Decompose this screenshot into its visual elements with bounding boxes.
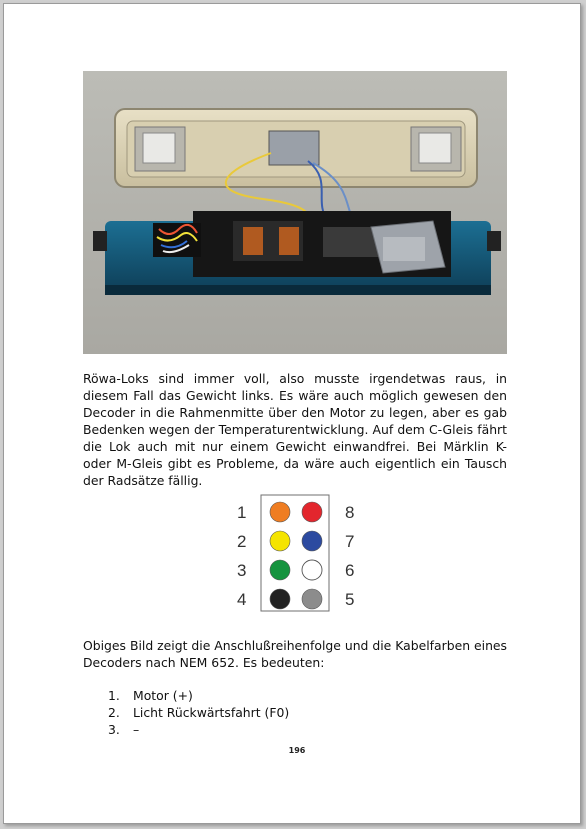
pin-dot-5-grey — [302, 589, 322, 609]
list-text: – — [133, 722, 140, 737]
pin-dot-4-black — [270, 589, 290, 609]
pin-dot-6-white — [302, 560, 322, 580]
paragraph-explanation: Obiges Bild zeigt die Anschlußreihenfolge und die Kabelfarben eines Decoders nach NEM 652. Es bedeuten: — [83, 638, 507, 670]
pin-label-right-5: 5 — [345, 590, 355, 609]
nem652-pinout-diagram — [229, 491, 364, 615]
list-text: Motor (+) — [133, 688, 193, 703]
list-number: 3. — [108, 722, 120, 737]
pin-dot-2-yellow — [270, 531, 290, 551]
pin-dot-3-green — [270, 560, 290, 580]
page-number: 196 — [288, 746, 306, 755]
pin-meaning-list — [108, 687, 289, 738]
pin-label-right-7: 7 — [345, 532, 355, 551]
pin-label-right-6: 6 — [345, 561, 355, 580]
list-item — [108, 687, 289, 704]
locomotive-photo — [83, 71, 507, 354]
list-item — [108, 721, 289, 738]
list-item — [108, 704, 289, 721]
pin-label-left-2: 2 — [237, 532, 247, 551]
pin-label-left-1: 1 — [237, 503, 247, 522]
document-page — [3, 3, 581, 824]
pin-label-right-8: 8 — [345, 503, 355, 522]
pin-dot-7-blue — [302, 531, 322, 551]
list-text: Licht Rückwärtsfahrt (F0) — [133, 705, 290, 720]
pin-label-left-4: 4 — [237, 590, 247, 609]
pin-dot-1-orange — [270, 502, 290, 522]
list-number: 1. — [108, 688, 120, 703]
pin-label-left-3: 3 — [237, 561, 247, 580]
list-number: 2. — [108, 705, 120, 720]
pin-dot-8-red — [302, 502, 322, 522]
paragraph-intro: Röwa-Loks sind immer voll, also musste irgendetwas raus, in diesem Fall das Gewicht links. Es wäre auch möglich gewesen den Decoder in die Rahmenmitte über den Motor zu legen, aber es gab Bedenken wegen der Temperaturentwicklung. Auf dem C-Gleis fährt die Lok auch mit nur einem Gewicht einwandfrei. Bei Märklin K- oder M-Gleis gibt es Probleme, da wäre auch eigentlich ein Tausch der Radsätze fällig. — [83, 371, 507, 488]
